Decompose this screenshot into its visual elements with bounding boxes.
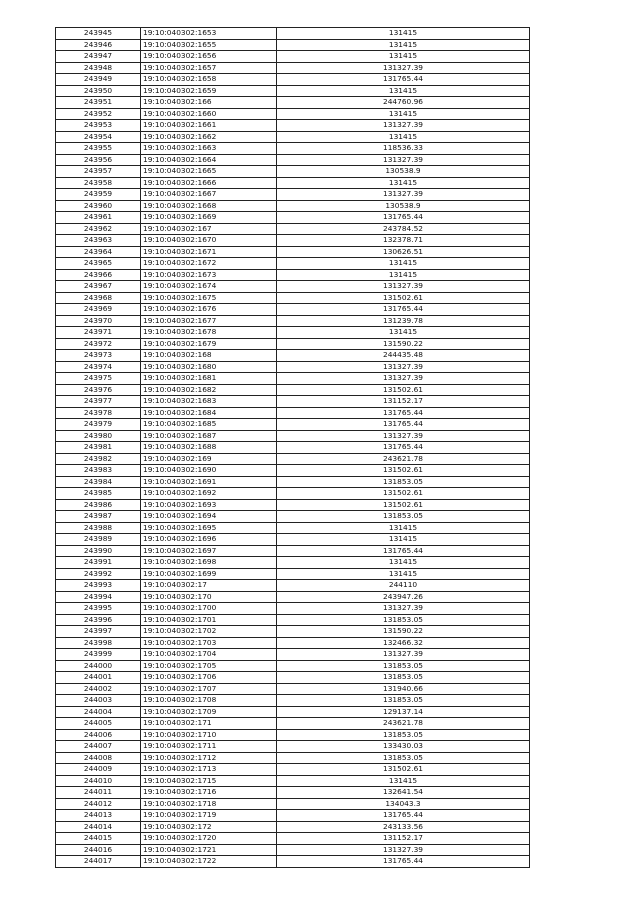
cadastral-number-cell: 19:10:040302:1685 bbox=[141, 419, 277, 431]
row-id-cell: 243959 bbox=[56, 189, 141, 201]
table-row bbox=[56, 764, 530, 776]
value-cell: 131502.61 bbox=[277, 465, 530, 477]
table-row bbox=[56, 62, 530, 74]
value-cell: 131853.05 bbox=[277, 695, 530, 707]
row-id-cell: 243989 bbox=[56, 534, 141, 546]
value-cell: 131853.05 bbox=[277, 476, 530, 488]
table-row bbox=[56, 729, 530, 741]
table-row bbox=[56, 212, 530, 224]
row-id-cell: 243954 bbox=[56, 131, 141, 143]
row-id-cell: 243988 bbox=[56, 522, 141, 534]
cadastral-number-cell: 19:10:040302:1669 bbox=[141, 212, 277, 224]
cadastral-number-cell: 19:10:040302:1701 bbox=[141, 614, 277, 626]
table-row bbox=[56, 499, 530, 511]
table-row bbox=[56, 833, 530, 845]
value-cell: 131152.17 bbox=[277, 833, 530, 845]
row-id-cell: 243985 bbox=[56, 488, 141, 500]
value-cell: 244435.48 bbox=[277, 350, 530, 362]
cadastral-number-cell: 19:10:040302:1700 bbox=[141, 603, 277, 615]
table-row bbox=[56, 453, 530, 465]
cadastral-number-cell: 19:10:040302:1675 bbox=[141, 292, 277, 304]
table-row bbox=[56, 511, 530, 523]
table-row bbox=[56, 419, 530, 431]
row-id-cell: 243990 bbox=[56, 545, 141, 557]
row-id-cell: 243979 bbox=[56, 419, 141, 431]
value-cell: 132378.71 bbox=[277, 235, 530, 247]
row-id-cell: 243947 bbox=[56, 51, 141, 63]
row-id-cell: 243996 bbox=[56, 614, 141, 626]
row-id-cell: 243994 bbox=[56, 591, 141, 603]
value-cell: 131502.61 bbox=[277, 499, 530, 511]
row-id-cell: 243957 bbox=[56, 166, 141, 178]
value-cell: 131415 bbox=[277, 28, 530, 40]
value-cell: 131327.39 bbox=[277, 430, 530, 442]
cadastral-number-cell: 19:10:040302:1694 bbox=[141, 511, 277, 523]
cadastral-number-cell: 19:10:040302:1693 bbox=[141, 499, 277, 511]
cadastral-number-cell: 19:10:040302:1659 bbox=[141, 85, 277, 97]
value-cell: 131765.44 bbox=[277, 810, 530, 822]
value-cell: 131853.05 bbox=[277, 511, 530, 523]
row-id-cell: 244010 bbox=[56, 775, 141, 787]
row-id-cell: 243953 bbox=[56, 120, 141, 132]
cadastral-number-cell: 19:10:040302:1678 bbox=[141, 327, 277, 339]
table-row bbox=[56, 718, 530, 730]
row-id-cell: 244002 bbox=[56, 683, 141, 695]
table-row bbox=[56, 488, 530, 500]
row-id-cell: 244008 bbox=[56, 752, 141, 764]
table-row bbox=[56, 798, 530, 810]
row-id-cell: 243960 bbox=[56, 200, 141, 212]
cadastral-number-cell: 19:10:040302:1716 bbox=[141, 787, 277, 799]
table-row bbox=[56, 131, 530, 143]
table-row bbox=[56, 223, 530, 235]
table-row bbox=[56, 545, 530, 557]
value-cell: 244110 bbox=[277, 580, 530, 592]
table-row bbox=[56, 775, 530, 787]
row-id-cell: 243962 bbox=[56, 223, 141, 235]
row-id-cell: 243969 bbox=[56, 304, 141, 316]
cadastral-number-cell: 19:10:040302:1706 bbox=[141, 672, 277, 684]
table-row bbox=[56, 269, 530, 281]
value-cell: 131415 bbox=[277, 51, 530, 63]
table-row bbox=[56, 442, 530, 454]
table-row bbox=[56, 821, 530, 833]
table-row bbox=[56, 28, 530, 40]
value-cell: 130538.9 bbox=[277, 200, 530, 212]
row-id-cell: 243991 bbox=[56, 557, 141, 569]
cadastral-number-cell: 19:10:040302:1704 bbox=[141, 649, 277, 661]
row-id-cell: 243999 bbox=[56, 649, 141, 661]
cadastral-number-cell: 19:10:040302:1709 bbox=[141, 706, 277, 718]
cadastral-number-cell: 19:10:040302:167 bbox=[141, 223, 277, 235]
row-id-cell: 243966 bbox=[56, 269, 141, 281]
cadastral-number-cell: 19:10:040302:1703 bbox=[141, 637, 277, 649]
value-cell: 131327.39 bbox=[277, 154, 530, 166]
value-cell: 131327.39 bbox=[277, 844, 530, 856]
table-row bbox=[56, 154, 530, 166]
row-id-cell: 243997 bbox=[56, 626, 141, 638]
cadastral-number-cell: 19:10:040302:1670 bbox=[141, 235, 277, 247]
table-row bbox=[56, 97, 530, 109]
table-row bbox=[56, 683, 530, 695]
row-id-cell: 243948 bbox=[56, 62, 141, 74]
cadastral-number-cell: 19:10:040302:1713 bbox=[141, 764, 277, 776]
cadastral-number-cell: 19:10:040302:1695 bbox=[141, 522, 277, 534]
cadastral-number-cell: 19:10:040302:1684 bbox=[141, 407, 277, 419]
row-id-cell: 243967 bbox=[56, 281, 141, 293]
row-id-cell: 244007 bbox=[56, 741, 141, 753]
row-id-cell: 244014 bbox=[56, 821, 141, 833]
row-id-cell: 244000 bbox=[56, 660, 141, 672]
value-cell: 131765.44 bbox=[277, 407, 530, 419]
row-id-cell: 243972 bbox=[56, 338, 141, 350]
table-row bbox=[56, 85, 530, 97]
cadastral-number-cell: 19:10:040302:1661 bbox=[141, 120, 277, 132]
table-row bbox=[56, 108, 530, 120]
cadastral-number-cell: 19:10:040302:1711 bbox=[141, 741, 277, 753]
table-row bbox=[56, 672, 530, 684]
value-cell: 131327.39 bbox=[277, 62, 530, 74]
row-id-cell: 243992 bbox=[56, 568, 141, 580]
cadastral-number-cell: 19:10:040302:1673 bbox=[141, 269, 277, 281]
cadastral-number-cell: 19:10:040302:1662 bbox=[141, 131, 277, 143]
value-cell: 131415 bbox=[277, 85, 530, 97]
cadastral-number-cell: 19:10:040302:1692 bbox=[141, 488, 277, 500]
value-cell: 131590.22 bbox=[277, 626, 530, 638]
value-cell: 130626.51 bbox=[277, 246, 530, 258]
value-cell: 131327.39 bbox=[277, 373, 530, 385]
cadastral-number-cell: 19:10:040302:1681 bbox=[141, 373, 277, 385]
row-id-cell: 243956 bbox=[56, 154, 141, 166]
value-cell: 131327.39 bbox=[277, 603, 530, 615]
row-id-cell: 243964 bbox=[56, 246, 141, 258]
value-cell: 131327.39 bbox=[277, 120, 530, 132]
value-cell: 131590.22 bbox=[277, 338, 530, 350]
data-table bbox=[55, 27, 530, 868]
row-id-cell: 243949 bbox=[56, 74, 141, 86]
cadastral-number-cell: 19:10:040302:1708 bbox=[141, 695, 277, 707]
cadastral-number-cell: 19:10:040302:1667 bbox=[141, 189, 277, 201]
cadastral-number-cell: 19:10:040302:1676 bbox=[141, 304, 277, 316]
value-cell: 131327.39 bbox=[277, 361, 530, 373]
value-cell: 132641.54 bbox=[277, 787, 530, 799]
table-row bbox=[56, 741, 530, 753]
row-id-cell: 243982 bbox=[56, 453, 141, 465]
value-cell: 131502.61 bbox=[277, 488, 530, 500]
table-row bbox=[56, 660, 530, 672]
value-cell: 131765.44 bbox=[277, 74, 530, 86]
row-id-cell: 243984 bbox=[56, 476, 141, 488]
table-row bbox=[56, 350, 530, 362]
row-id-cell: 244011 bbox=[56, 787, 141, 799]
row-id-cell: 243973 bbox=[56, 350, 141, 362]
cadastral-number-cell: 19:10:040302:1677 bbox=[141, 315, 277, 327]
value-cell: 131239.78 bbox=[277, 315, 530, 327]
row-id-cell: 243950 bbox=[56, 85, 141, 97]
value-cell: 243784.52 bbox=[277, 223, 530, 235]
row-id-cell: 243995 bbox=[56, 603, 141, 615]
table-row bbox=[56, 384, 530, 396]
cadastral-number-cell: 19:10:040302:1707 bbox=[141, 683, 277, 695]
table-row bbox=[56, 292, 530, 304]
value-cell: 131765.44 bbox=[277, 212, 530, 224]
cadastral-number-cell: 19:10:040302:1663 bbox=[141, 143, 277, 155]
value-cell: 131415 bbox=[277, 269, 530, 281]
table-row bbox=[56, 51, 530, 63]
row-id-cell: 243993 bbox=[56, 580, 141, 592]
table-row bbox=[56, 752, 530, 764]
row-id-cell: 244009 bbox=[56, 764, 141, 776]
cadastral-number-cell: 19:10:040302:1656 bbox=[141, 51, 277, 63]
row-id-cell: 243977 bbox=[56, 396, 141, 408]
cadastral-number-cell: 19:10:040302:1721 bbox=[141, 844, 277, 856]
row-id-cell: 243970 bbox=[56, 315, 141, 327]
table-row bbox=[56, 281, 530, 293]
table-row bbox=[56, 258, 530, 270]
value-cell: 130538.9 bbox=[277, 166, 530, 178]
cadastral-number-cell: 19:10:040302:1683 bbox=[141, 396, 277, 408]
row-id-cell: 243980 bbox=[56, 430, 141, 442]
row-id-cell: 243955 bbox=[56, 143, 141, 155]
row-id-cell: 243971 bbox=[56, 327, 141, 339]
table-row bbox=[56, 373, 530, 385]
table-row bbox=[56, 304, 530, 316]
table-row bbox=[56, 407, 530, 419]
row-id-cell: 243968 bbox=[56, 292, 141, 304]
table-row bbox=[56, 557, 530, 569]
table-row bbox=[56, 522, 530, 534]
value-cell: 131502.61 bbox=[277, 292, 530, 304]
table-row bbox=[56, 856, 530, 868]
table-row bbox=[56, 120, 530, 132]
cadastral-number-cell: 19:10:040302:1720 bbox=[141, 833, 277, 845]
value-cell: 131765.44 bbox=[277, 545, 530, 557]
value-cell: 131327.39 bbox=[277, 281, 530, 293]
row-id-cell: 243946 bbox=[56, 39, 141, 51]
cadastral-number-cell: 19:10:040302:1710 bbox=[141, 729, 277, 741]
table-row bbox=[56, 315, 530, 327]
table-row bbox=[56, 591, 530, 603]
table-row bbox=[56, 844, 530, 856]
row-id-cell: 243986 bbox=[56, 499, 141, 511]
value-cell: 131415 bbox=[277, 327, 530, 339]
cadastral-number-cell: 19:10:040302:1665 bbox=[141, 166, 277, 178]
cadastral-number-cell: 19:10:040302:1702 bbox=[141, 626, 277, 638]
cadastral-number-cell: 19:10:040302:169 bbox=[141, 453, 277, 465]
cadastral-number-cell: 19:10:040302:1722 bbox=[141, 856, 277, 868]
table-row bbox=[56, 649, 530, 661]
table-row bbox=[56, 810, 530, 822]
cadastral-number-cell: 19:10:040302:1696 bbox=[141, 534, 277, 546]
cadastral-number-cell: 19:10:040302:1682 bbox=[141, 384, 277, 396]
cadastral-number-cell: 19:10:040302:1705 bbox=[141, 660, 277, 672]
table-row bbox=[56, 614, 530, 626]
row-id-cell: 243965 bbox=[56, 258, 141, 270]
row-id-cell: 244012 bbox=[56, 798, 141, 810]
value-cell: 131853.05 bbox=[277, 672, 530, 684]
value-cell: 131765.44 bbox=[277, 856, 530, 868]
value-cell: 131415 bbox=[277, 775, 530, 787]
row-id-cell: 243983 bbox=[56, 465, 141, 477]
table-row bbox=[56, 695, 530, 707]
table-row bbox=[56, 626, 530, 638]
value-cell: 131853.05 bbox=[277, 614, 530, 626]
cadastral-number-cell: 19:10:040302:1680 bbox=[141, 361, 277, 373]
cadastral-number-cell: 19:10:040302:1688 bbox=[141, 442, 277, 454]
cadastral-number-cell: 19:10:040302:170 bbox=[141, 591, 277, 603]
table-row bbox=[56, 338, 530, 350]
cadastral-number-cell: 19:10:040302:1666 bbox=[141, 177, 277, 189]
value-cell: 131853.05 bbox=[277, 660, 530, 672]
value-cell: 243133.56 bbox=[277, 821, 530, 833]
cadastral-number-cell: 19:10:040302:1690 bbox=[141, 465, 277, 477]
row-id-cell: 243961 bbox=[56, 212, 141, 224]
table-row bbox=[56, 177, 530, 189]
cadastral-number-cell: 19:10:040302:17 bbox=[141, 580, 277, 592]
cadastral-number-cell: 19:10:040302:1655 bbox=[141, 39, 277, 51]
row-id-cell: 244013 bbox=[56, 810, 141, 822]
row-id-cell: 244005 bbox=[56, 718, 141, 730]
table-row bbox=[56, 430, 530, 442]
cadastral-number-cell: 19:10:040302:1660 bbox=[141, 108, 277, 120]
value-cell: 131853.05 bbox=[277, 752, 530, 764]
value-cell: 131940.66 bbox=[277, 683, 530, 695]
cadastral-number-cell: 19:10:040302:1668 bbox=[141, 200, 277, 212]
value-cell: 131502.61 bbox=[277, 384, 530, 396]
row-id-cell: 244003 bbox=[56, 695, 141, 707]
row-id-cell: 243976 bbox=[56, 384, 141, 396]
value-cell: 131415 bbox=[277, 39, 530, 51]
cadastral-number-cell: 19:10:040302:1718 bbox=[141, 798, 277, 810]
row-id-cell: 244016 bbox=[56, 844, 141, 856]
cadastral-number-cell: 19:10:040302:1664 bbox=[141, 154, 277, 166]
table-row bbox=[56, 706, 530, 718]
row-id-cell: 244006 bbox=[56, 729, 141, 741]
value-cell: 131327.39 bbox=[277, 189, 530, 201]
cadastral-number-cell: 19:10:040302:1653 bbox=[141, 28, 277, 40]
row-id-cell: 243952 bbox=[56, 108, 141, 120]
value-cell: 131415 bbox=[277, 568, 530, 580]
value-cell: 129137.14 bbox=[277, 706, 530, 718]
value-cell: 131327.39 bbox=[277, 649, 530, 661]
value-cell: 131415 bbox=[277, 177, 530, 189]
table-row bbox=[56, 396, 530, 408]
row-id-cell: 243987 bbox=[56, 511, 141, 523]
value-cell: 131415 bbox=[277, 131, 530, 143]
cadastral-number-cell: 19:10:040302:172 bbox=[141, 821, 277, 833]
table-row bbox=[56, 476, 530, 488]
cadastral-number-cell: 19:10:040302:1658 bbox=[141, 74, 277, 86]
value-cell: 131765.44 bbox=[277, 442, 530, 454]
row-id-cell: 243981 bbox=[56, 442, 141, 454]
table-row bbox=[56, 189, 530, 201]
cadastral-number-cell: 19:10:040302:1674 bbox=[141, 281, 277, 293]
value-cell: 132466.32 bbox=[277, 637, 530, 649]
table-row bbox=[56, 74, 530, 86]
value-cell: 131853.05 bbox=[277, 729, 530, 741]
value-cell: 243621.78 bbox=[277, 453, 530, 465]
cadastral-number-cell: 19:10:040302:1697 bbox=[141, 545, 277, 557]
table-row bbox=[56, 246, 530, 258]
value-cell: 244760.96 bbox=[277, 97, 530, 109]
table-row bbox=[56, 361, 530, 373]
value-cell: 131415 bbox=[277, 108, 530, 120]
row-id-cell: 243974 bbox=[56, 361, 141, 373]
value-cell: 243947.26 bbox=[277, 591, 530, 603]
cadastral-number-cell: 19:10:040302:1679 bbox=[141, 338, 277, 350]
value-cell: 131765.44 bbox=[277, 419, 530, 431]
row-id-cell: 244015 bbox=[56, 833, 141, 845]
value-cell: 131502.61 bbox=[277, 764, 530, 776]
value-cell: 134043.3 bbox=[277, 798, 530, 810]
value-cell: 131415 bbox=[277, 258, 530, 270]
table-row bbox=[56, 327, 530, 339]
table-row bbox=[56, 143, 530, 155]
row-id-cell: 243998 bbox=[56, 637, 141, 649]
table-body bbox=[56, 28, 530, 868]
table-row bbox=[56, 568, 530, 580]
cadastral-number-cell: 19:10:040302:168 bbox=[141, 350, 277, 362]
cadastral-number-cell: 19:10:040302:166 bbox=[141, 97, 277, 109]
cadastral-number-cell: 19:10:040302:1719 bbox=[141, 810, 277, 822]
row-id-cell: 243963 bbox=[56, 235, 141, 247]
value-cell: 131765.44 bbox=[277, 304, 530, 316]
cadastral-number-cell: 19:10:040302:1687 bbox=[141, 430, 277, 442]
row-id-cell: 243945 bbox=[56, 28, 141, 40]
cadastral-number-cell: 19:10:040302:1715 bbox=[141, 775, 277, 787]
row-id-cell: 243951 bbox=[56, 97, 141, 109]
table-row bbox=[56, 534, 530, 546]
table-row bbox=[56, 200, 530, 212]
table-row bbox=[56, 465, 530, 477]
row-id-cell: 244001 bbox=[56, 672, 141, 684]
table-row bbox=[56, 603, 530, 615]
cadastral-number-cell: 19:10:040302:1698 bbox=[141, 557, 277, 569]
value-cell: 131415 bbox=[277, 534, 530, 546]
table-row bbox=[56, 580, 530, 592]
table-row bbox=[56, 166, 530, 178]
value-cell: 131152.17 bbox=[277, 396, 530, 408]
cadastral-number-cell: 19:10:040302:171 bbox=[141, 718, 277, 730]
table-row bbox=[56, 787, 530, 799]
value-cell: 133430.03 bbox=[277, 741, 530, 753]
value-cell: 131415 bbox=[277, 522, 530, 534]
row-id-cell: 243975 bbox=[56, 373, 141, 385]
cadastral-number-cell: 19:10:040302:1657 bbox=[141, 62, 277, 74]
row-id-cell: 243978 bbox=[56, 407, 141, 419]
cadastral-number-cell: 19:10:040302:1691 bbox=[141, 476, 277, 488]
value-cell: 118536.33 bbox=[277, 143, 530, 155]
table-row bbox=[56, 637, 530, 649]
row-id-cell: 244004 bbox=[56, 706, 141, 718]
table-row bbox=[56, 39, 530, 51]
cadastral-number-cell: 19:10:040302:1672 bbox=[141, 258, 277, 270]
table-row bbox=[56, 235, 530, 247]
cadastral-number-cell: 19:10:040302:1699 bbox=[141, 568, 277, 580]
value-cell: 243621.78 bbox=[277, 718, 530, 730]
cadastral-number-cell: 19:10:040302:1671 bbox=[141, 246, 277, 258]
cadastral-number-cell: 19:10:040302:1712 bbox=[141, 752, 277, 764]
value-cell: 131415 bbox=[277, 557, 530, 569]
row-id-cell: 244017 bbox=[56, 856, 141, 868]
row-id-cell: 243958 bbox=[56, 177, 141, 189]
